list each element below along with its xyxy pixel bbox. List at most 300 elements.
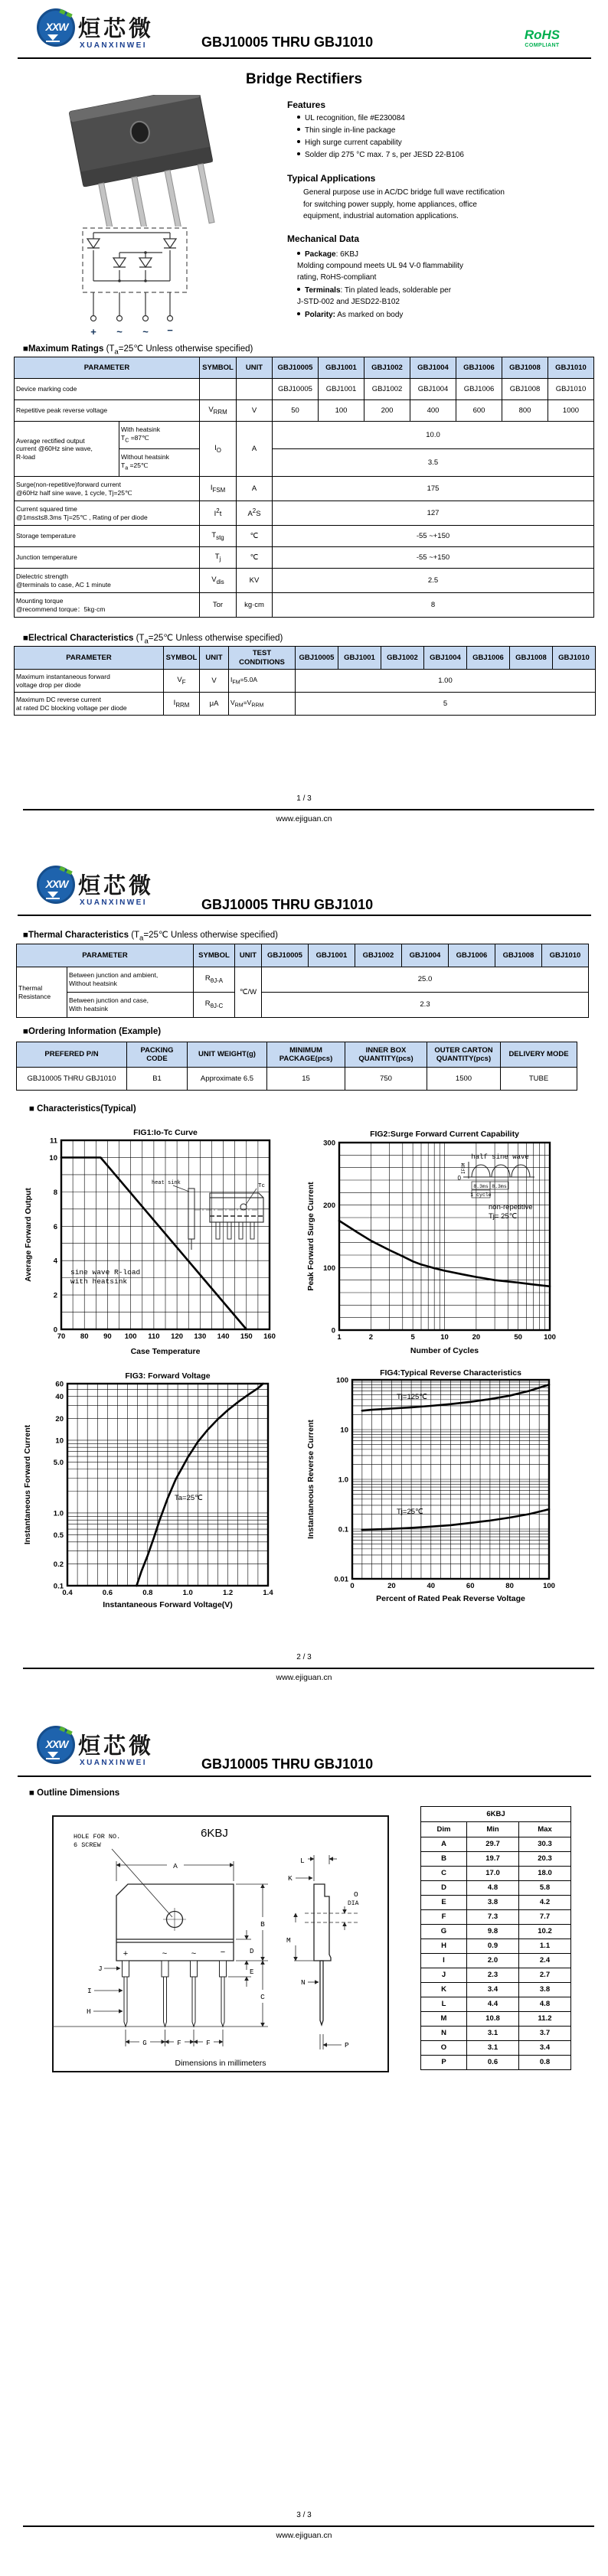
svg-text:300: 300 xyxy=(323,1139,335,1148)
table-cell: Storage temperature xyxy=(15,526,200,547)
svg-text:0: 0 xyxy=(457,1175,461,1182)
svg-text:6: 6 xyxy=(53,1222,57,1231)
table-cell: PARAMETER xyxy=(17,944,194,967)
table-cell: Thermal Resistance xyxy=(17,967,67,1018)
dim-C: C xyxy=(260,1993,265,2001)
table-cell: 50 xyxy=(273,400,319,422)
svg-text:0.1: 0.1 xyxy=(338,1525,348,1534)
svg-text:130: 130 xyxy=(194,1332,207,1341)
table-cell: 5 xyxy=(296,693,596,716)
table-cell: TEST CONDITIONS xyxy=(229,647,296,670)
dim-F2: F xyxy=(206,2040,211,2047)
svg-text:IFSM: IFSM xyxy=(461,1162,466,1174)
dim-DIA: DIA xyxy=(348,1900,359,1907)
svg-text:80: 80 xyxy=(505,1582,514,1590)
characteristics-heading: ■ Characteristics(Typical) xyxy=(29,1104,136,1114)
table-cell: Tor xyxy=(200,593,237,618)
table-cell: G xyxy=(421,1925,467,1939)
table-cell: 1000 xyxy=(548,400,594,422)
bullet-icon xyxy=(297,288,300,291)
svg-text:50: 50 xyxy=(514,1333,522,1342)
table-cell: DELIVERY MODE xyxy=(501,1042,577,1068)
brand-english: XUANXINWEI xyxy=(80,41,147,50)
table-cell: GBJ1006 xyxy=(456,357,502,379)
table-cell: A xyxy=(421,1837,467,1852)
table-cell: 29.7 xyxy=(467,1837,519,1852)
front-terminal-minus: − xyxy=(220,1948,226,1957)
svg-text:5.0: 5.0 xyxy=(53,1459,64,1468)
svg-text:8.3ms: 8.3ms xyxy=(473,1184,489,1189)
table-cell: $R_{\theta J-A}$ xyxy=(194,967,235,993)
dim-G: G xyxy=(142,2040,147,2047)
svg-text:FIG1:Io-Tc Curve: FIG1:Io-Tc Curve xyxy=(133,1128,198,1137)
table-cell: GBJ1002 xyxy=(364,357,410,379)
features-list xyxy=(297,114,464,163)
table-cell: GBJ1010 xyxy=(548,379,594,400)
header-rule xyxy=(18,57,591,59)
outline-pkg-label: 6KBJ xyxy=(201,1827,228,1840)
table-cell: GBJ1002 xyxy=(381,647,424,670)
table-cell: 1500 xyxy=(427,1068,501,1091)
table-cell: 750 xyxy=(345,1068,427,1091)
table-cell: D xyxy=(421,1881,467,1896)
table-cell: GBJ1008 xyxy=(495,944,542,967)
table-cell: 4.2 xyxy=(519,1896,571,1910)
svg-text:Peak Forward Surge Current: Peak Forward Surge Current xyxy=(306,1182,315,1291)
table-cell: $T_{stg}$ xyxy=(200,526,237,547)
table-cell: $I^2t$ xyxy=(200,501,237,526)
bullet-icon xyxy=(297,312,300,315)
table-cell: KV xyxy=(237,569,273,593)
company-logo xyxy=(37,8,182,54)
fig4-svg xyxy=(306,1367,606,1607)
dim-N: N xyxy=(301,1978,306,1987)
table-cell: PARAMETER xyxy=(15,647,164,670)
table-cell: SYMBOL xyxy=(200,357,237,379)
dim-L: L xyxy=(300,1857,305,1865)
svg-text:10: 10 xyxy=(440,1333,449,1342)
svg-text:0.6: 0.6 xyxy=(102,1589,113,1597)
table-cell: PARAMETER xyxy=(15,357,200,379)
table-cell: 17.0 xyxy=(467,1867,519,1881)
table-cell: GBJ1006 xyxy=(449,944,495,967)
table-cell: GBJ1010 xyxy=(553,647,596,670)
thermal-table xyxy=(16,944,589,1018)
table-cell: PACKING CODE xyxy=(127,1042,188,1068)
table-cell: GBJ10005 xyxy=(296,647,338,670)
footer-rule xyxy=(23,1668,594,1669)
table-cell: 800 xyxy=(502,400,548,422)
table-cell: $V_{RRM}$ xyxy=(200,400,237,422)
ordering-table xyxy=(16,1042,577,1091)
max-ratings-heading: ■Maximum Ratings ($T_a=25℃$ Unless otherwise specified) xyxy=(23,344,253,357)
table-cell: 600 xyxy=(456,400,502,422)
svg-text:100: 100 xyxy=(543,1582,555,1590)
svg-text:20: 20 xyxy=(387,1582,396,1590)
logo-monogram: XXW xyxy=(45,21,68,33)
feature-item: Solder dip 275 °C max. 7 s, per JESD 22-B106 xyxy=(297,151,464,159)
svg-text:FIG3: Forward Voltage: FIG3: Forward Voltage xyxy=(125,1371,211,1381)
svg-text:1.2: 1.2 xyxy=(222,1589,234,1597)
table-cell: H xyxy=(421,1939,467,1954)
svg-text:10: 10 xyxy=(340,1426,348,1435)
table-cell: Dielectric strength @terminals to case, AC 1 minute xyxy=(15,569,200,593)
dim-B: B xyxy=(260,1920,265,1929)
table-cell: $I_{FSM}$ xyxy=(200,477,237,501)
outline-drawing xyxy=(52,1815,389,2076)
svg-text:100: 100 xyxy=(124,1332,137,1341)
table-cell: GBJ10005 xyxy=(262,944,309,967)
table-cell: SYMBOL xyxy=(164,647,200,670)
mech-title: Mechanical Data xyxy=(287,233,360,244)
table-cell: O xyxy=(421,2041,467,2056)
table-cell: Min xyxy=(467,1822,519,1837)
diode-icon xyxy=(47,1752,58,1758)
table-cell: 3.5 xyxy=(273,449,594,477)
table-cell: 200 xyxy=(364,400,410,422)
table-cell: Average rectified output current @60Hz sine wave, R-load xyxy=(15,422,119,477)
svg-text:non-repetitiveTj= 25℃: non-repetitive Tj= 25℃ xyxy=(489,1203,533,1221)
table-cell: A xyxy=(237,422,273,477)
table-cell: $T_j$ xyxy=(200,547,237,569)
svg-text:1.0: 1.0 xyxy=(338,1475,348,1485)
table-cell: kg·cm xyxy=(237,593,273,618)
table-cell: UNIT xyxy=(235,944,262,967)
table-cell: 11.2 xyxy=(519,2012,571,2027)
table-cell: J xyxy=(421,1968,467,1983)
bridge-circuit-diagram xyxy=(77,223,196,344)
svg-text:60: 60 xyxy=(55,1380,64,1389)
table-cell: $V_F$ xyxy=(164,670,200,693)
table-cell: 1.00 xyxy=(296,670,596,693)
hole-note: HOLE FOR NO. xyxy=(74,1833,121,1841)
svg-text:140: 140 xyxy=(217,1332,230,1341)
company-logo: XXW 烜芯微 XUANXINWEI xyxy=(37,1726,182,1772)
table-cell: 3.1 xyxy=(467,2041,519,2056)
table-cell: OUTER CARTON QUANTITY(pcs) xyxy=(427,1042,501,1068)
table-cell: 2.0 xyxy=(467,1954,519,1968)
table-cell: 3.4 xyxy=(467,1983,519,1997)
table-cell: 2.7 xyxy=(519,1968,571,1983)
svg-text:20: 20 xyxy=(55,1414,64,1423)
svg-text:1.0: 1.0 xyxy=(53,1509,64,1518)
table-cell: GBJ1004 xyxy=(410,357,456,379)
table-cell: V xyxy=(237,400,273,422)
svg-text:Tc: Tc xyxy=(258,1183,266,1189)
table-cell: 4.8 xyxy=(519,1997,571,2012)
svg-text:Average Forward Output: Average Forward Output xyxy=(24,1188,33,1282)
svg-text:90: 90 xyxy=(103,1332,112,1341)
svg-text:heat sink: heat sink xyxy=(152,1180,181,1186)
table-cell: L xyxy=(421,1997,467,2012)
table-cell: 4.8 xyxy=(467,1881,519,1896)
table-cell: $A^2S$ xyxy=(237,501,273,526)
table-cell: A xyxy=(237,477,273,501)
outline-drawing-svg xyxy=(52,1815,389,2072)
table-cell: 3.8 xyxy=(519,1983,571,1997)
rohs-badge: RoHS COMPLIANT xyxy=(524,28,561,48)
svg-text:sine wave R-loadwith heatsink: sine wave R-load with heatsink xyxy=(70,1268,141,1286)
svg-text:half sine wave: half sine wave xyxy=(471,1153,529,1161)
svg-text:Instantaneous Reverse Current: Instantaneous Reverse Current xyxy=(306,1420,315,1539)
dim-H: H xyxy=(87,2007,91,2016)
svg-text:160: 160 xyxy=(263,1332,276,1341)
table-cell: 2.4 xyxy=(519,1954,571,1968)
table-cell: GBJ1008 xyxy=(510,647,553,670)
svg-text:40: 40 xyxy=(427,1582,436,1590)
table-cell: 25.0 xyxy=(262,967,589,993)
svg-text:2: 2 xyxy=(53,1291,57,1300)
table-cell: GBJ1006 xyxy=(467,647,510,670)
footer-rule xyxy=(23,2525,594,2527)
fig1-svg xyxy=(23,1121,305,1360)
dim-I: I xyxy=(87,1987,92,1995)
site-link: www.ejiguan.cn xyxy=(276,814,332,823)
table-cell: 1.1 xyxy=(519,1939,571,1954)
product-heading: Bridge Rectifiers xyxy=(245,71,363,87)
table-cell: $I_O$ xyxy=(200,422,237,477)
table-cell: With heatsink $T_C$ =87℃ xyxy=(119,422,200,449)
svg-text:150: 150 xyxy=(240,1332,253,1341)
table-cell xyxy=(200,379,237,400)
dim-M: M xyxy=(286,1936,291,1945)
outline-heading: ■ Outline Dimensions xyxy=(29,1789,120,1798)
svg-text:70: 70 xyxy=(57,1332,66,1341)
bullet-icon xyxy=(297,116,300,119)
table-cell: -55 ~+150 xyxy=(273,526,594,547)
svg-text:8: 8 xyxy=(53,1188,57,1197)
outline-note: Dimensions in millimeters xyxy=(175,2059,266,2068)
table-cell: GBJ1008 xyxy=(502,379,548,400)
svg-text:0.5: 0.5 xyxy=(53,1531,64,1541)
table-cell: 7.7 xyxy=(519,1910,571,1925)
table-cell: 3.1 xyxy=(467,2027,519,2041)
dim-A: A xyxy=(173,1862,178,1870)
electrical-heading: ■Electrical Characteristics ($T_a=25℃$ Unless otherwise specified) xyxy=(23,634,283,646)
svg-text:80: 80 xyxy=(80,1332,89,1341)
svg-text:4: 4 xyxy=(53,1257,57,1266)
table-cell: GBJ1004 xyxy=(402,944,449,967)
diode-icon xyxy=(47,892,58,898)
table-cell: GBJ10005 THRU GBJ1010 xyxy=(17,1068,127,1091)
svg-text:FIG2:Surge Forward Current Cap: FIG2:Surge Forward Current Capability xyxy=(370,1130,519,1139)
table-cell: ℃/W xyxy=(235,967,262,1018)
bullet-icon xyxy=(297,152,300,155)
doc-title: GBJ10005 THRU GBJ1010 xyxy=(201,1756,374,1772)
svg-text:8.3ms: 8.3ms xyxy=(492,1184,507,1189)
page-number: 2 / 3 xyxy=(296,1653,312,1661)
header-rule xyxy=(18,915,591,916)
package-photo-svg xyxy=(40,95,239,227)
table-cell: 0.6 xyxy=(467,2056,519,2070)
svg-text:0.8: 0.8 xyxy=(142,1589,153,1597)
svg-text:5: 5 xyxy=(410,1333,415,1342)
table-cell: Current squared time @1ms≤t≤8.3ms Tj=25℃ , Rating of per diode xyxy=(15,501,200,526)
max-ratings-table xyxy=(14,357,594,618)
table-cell: Max xyxy=(519,1822,571,1837)
table-cell: Without heatsink $T_a$ =25℃ xyxy=(119,449,200,477)
svg-text:100: 100 xyxy=(544,1333,556,1342)
table-cell: 3.8 xyxy=(467,1896,519,1910)
bullet-icon xyxy=(297,252,300,255)
table-cell: B xyxy=(421,1852,467,1867)
brand-chinese: 烜芯微 xyxy=(78,15,155,41)
thermal-heading: ■Thermal Characteristics ($T_a=25℃$ Unless otherwise specified) xyxy=(23,931,278,943)
bullet-icon xyxy=(297,140,300,143)
fig2-svg xyxy=(306,1123,606,1359)
table-cell: K xyxy=(421,1983,467,1997)
table-cell: GBJ1002 xyxy=(355,944,402,967)
table-cell: 6KBJ xyxy=(421,1807,571,1822)
table-cell: I xyxy=(421,1954,467,1968)
table-cell: Junction temperature xyxy=(15,547,200,569)
table-cell: Between junction and ambient, Without heatsink xyxy=(67,967,194,993)
table-cell: 19.7 xyxy=(467,1852,519,1867)
svg-text:1.0: 1.0 xyxy=(182,1589,193,1597)
svg-text:100: 100 xyxy=(336,1376,348,1385)
mech-item: Package: 6KBJ Molding compound meets UL 94 V-0 flammability rating, RoHS-compliant xyxy=(297,250,463,282)
package-photo xyxy=(40,95,239,230)
svg-text:1: 1 xyxy=(337,1333,342,1342)
table-cell: SYMBOL xyxy=(194,944,235,967)
svg-text:10: 10 xyxy=(55,1436,64,1446)
svg-text:FIG4:Typical Reverse Character: FIG4:Typical Reverse Characteristics xyxy=(380,1368,521,1378)
fig3-svg xyxy=(23,1368,305,1612)
svg-text:100: 100 xyxy=(323,1264,335,1273)
table-cell: 127 xyxy=(273,501,594,526)
table-cell: ℃ xyxy=(237,526,273,547)
table-cell: 2.3 xyxy=(262,993,589,1018)
table-cell: MINIMUM PACKAGE(pcs) xyxy=(267,1042,345,1068)
dim-K: K xyxy=(288,1874,293,1883)
bullet-icon xyxy=(297,128,300,131)
diode-icon xyxy=(47,34,58,41)
table-cell: 18.0 xyxy=(519,1867,571,1881)
table-cell: $V_{dis}$ xyxy=(200,569,237,593)
mech-list xyxy=(297,249,573,324)
table-cell: μA xyxy=(200,693,229,716)
chart-fig4-reverse xyxy=(306,1367,606,1607)
svg-text:11: 11 xyxy=(49,1136,57,1146)
table-cell: GBJ1010 xyxy=(548,357,594,379)
dim-E: E xyxy=(250,1968,254,1976)
feature-item: High surge current capability xyxy=(297,139,464,147)
table-cell: Maximum instantaneous forward voltage drop per diode xyxy=(15,670,164,693)
table-cell: 30.3 xyxy=(519,1837,571,1852)
chart-fig1-io-tc xyxy=(23,1121,305,1360)
table-cell: 10.8 xyxy=(467,2012,519,2027)
svg-text:2: 2 xyxy=(368,1333,374,1342)
front-terminal-ac2: ~ xyxy=(191,1949,197,1958)
chart-fig2-surge xyxy=(306,1123,606,1359)
table-cell: N xyxy=(421,2027,467,2041)
table-cell: 15 xyxy=(267,1068,345,1091)
hole-note2: 6 SCREW xyxy=(74,1841,101,1849)
table-cell: Dim xyxy=(421,1822,467,1837)
mech-item: Terminals: Tin plated leads, solderable per J-STD-002 and JESD22-B102 xyxy=(297,286,452,306)
table-cell: 175 xyxy=(273,477,594,501)
svg-text:1 cycle: 1 cycle xyxy=(470,1192,492,1198)
svg-text:0: 0 xyxy=(53,1325,57,1335)
dim-D: D xyxy=(250,1948,254,1955)
table-cell: GBJ1001 xyxy=(319,357,364,379)
ordering-heading: ■Ordering Information (Example) xyxy=(23,1027,162,1036)
apps-text: General purpose use in AC/DC bridge full wave rectification for switching power supply, home appliances, office equipment, industrial automation applications. xyxy=(303,188,505,220)
svg-text:110: 110 xyxy=(148,1332,160,1341)
site-link: www.ejiguan.cn xyxy=(276,2531,332,2540)
header-rule xyxy=(18,1775,591,1777)
circuit-svg xyxy=(77,223,196,340)
dim-J: J xyxy=(98,1965,103,1973)
table-cell: -55 ~+150 xyxy=(273,547,594,569)
svg-text:Number of Cycles: Number of Cycles xyxy=(410,1346,479,1355)
feature-item: Thin single in-line package xyxy=(297,126,464,135)
table-cell: 0.9 xyxy=(467,1939,519,1954)
doc-title: GBJ10005 THRU GBJ1010 xyxy=(201,34,374,50)
svg-text:10: 10 xyxy=(49,1153,57,1162)
electrical-table xyxy=(14,646,596,716)
svg-text:0.2: 0.2 xyxy=(53,1560,64,1569)
table-cell: PREFERED P/N xyxy=(17,1042,127,1068)
table-cell: Mounting torque @recommend torque：5kg·cm xyxy=(15,593,200,618)
svg-text:Instantaneous Forward Current: Instantaneous Forward Current xyxy=(23,1424,32,1545)
svg-text:40: 40 xyxy=(55,1393,64,1402)
terminal-ac2: ~ xyxy=(142,326,149,337)
table-cell: 2.3 xyxy=(467,1968,519,1983)
dim-F: F xyxy=(177,2040,181,2047)
table-cell: C xyxy=(421,1867,467,1881)
table-cell: $I_{FM}=5.0A$ xyxy=(229,670,296,693)
table-cell: 4.4 xyxy=(467,1997,519,2012)
terminal-minus: − xyxy=(167,324,173,336)
front-terminal-plus: + xyxy=(123,1949,129,1958)
table-cell: INNER BOX QUANTITY(pcs) xyxy=(345,1042,427,1068)
table-cell: 8 xyxy=(273,593,594,618)
footer-rule xyxy=(23,809,594,810)
table-cell: $I_{RRM}$ xyxy=(164,693,200,716)
terminal-plus: + xyxy=(90,326,96,337)
table-cell: GBJ1004 xyxy=(410,379,456,400)
svg-text:Ta=25℃: Ta=25℃ xyxy=(175,1494,203,1502)
page-number: 1 / 3 xyxy=(296,794,312,803)
svg-text:Case Temperature: Case Temperature xyxy=(130,1347,201,1356)
svg-text:0.4: 0.4 xyxy=(62,1589,73,1597)
svg-text:0.01: 0.01 xyxy=(334,1575,348,1584)
table-cell: 20.3 xyxy=(519,1852,571,1867)
feature-item: UL recognition, file #E230084 xyxy=(297,114,464,122)
page-number: 3 / 3 xyxy=(296,2511,312,2519)
svg-text:Percent of Rated Peak Reverse: Percent of Rated Peak Reverse Voltage xyxy=(376,1594,525,1603)
svg-text:0: 0 xyxy=(331,1326,335,1335)
table-cell: F xyxy=(421,1910,467,1925)
table-cell: Approximate 6.5 xyxy=(188,1068,267,1091)
table-cell: Repetitive peak reverse voltage xyxy=(15,400,200,422)
table-cell: GBJ10005 xyxy=(273,379,319,400)
table-cell: GBJ1001 xyxy=(309,944,355,967)
table-cell: $V_{RM}=V_{RRM}$ xyxy=(229,693,296,716)
doc-title: GBJ10005 THRU GBJ1010 xyxy=(201,897,374,912)
apps-title: Typical Applications xyxy=(287,173,376,184)
table-cell: M xyxy=(421,2012,467,2027)
table-cell: P xyxy=(421,2056,467,2070)
dim-P: P xyxy=(345,2041,349,2049)
table-cell: UNIT xyxy=(200,647,229,670)
dim-O: O xyxy=(354,1890,358,1899)
svg-text:Tj=125℃: Tj=125℃ xyxy=(397,1393,427,1401)
table-cell: TUBE xyxy=(501,1068,577,1091)
table-cell: GBJ1010 xyxy=(542,944,589,967)
table-cell: 3.4 xyxy=(519,2041,571,2056)
